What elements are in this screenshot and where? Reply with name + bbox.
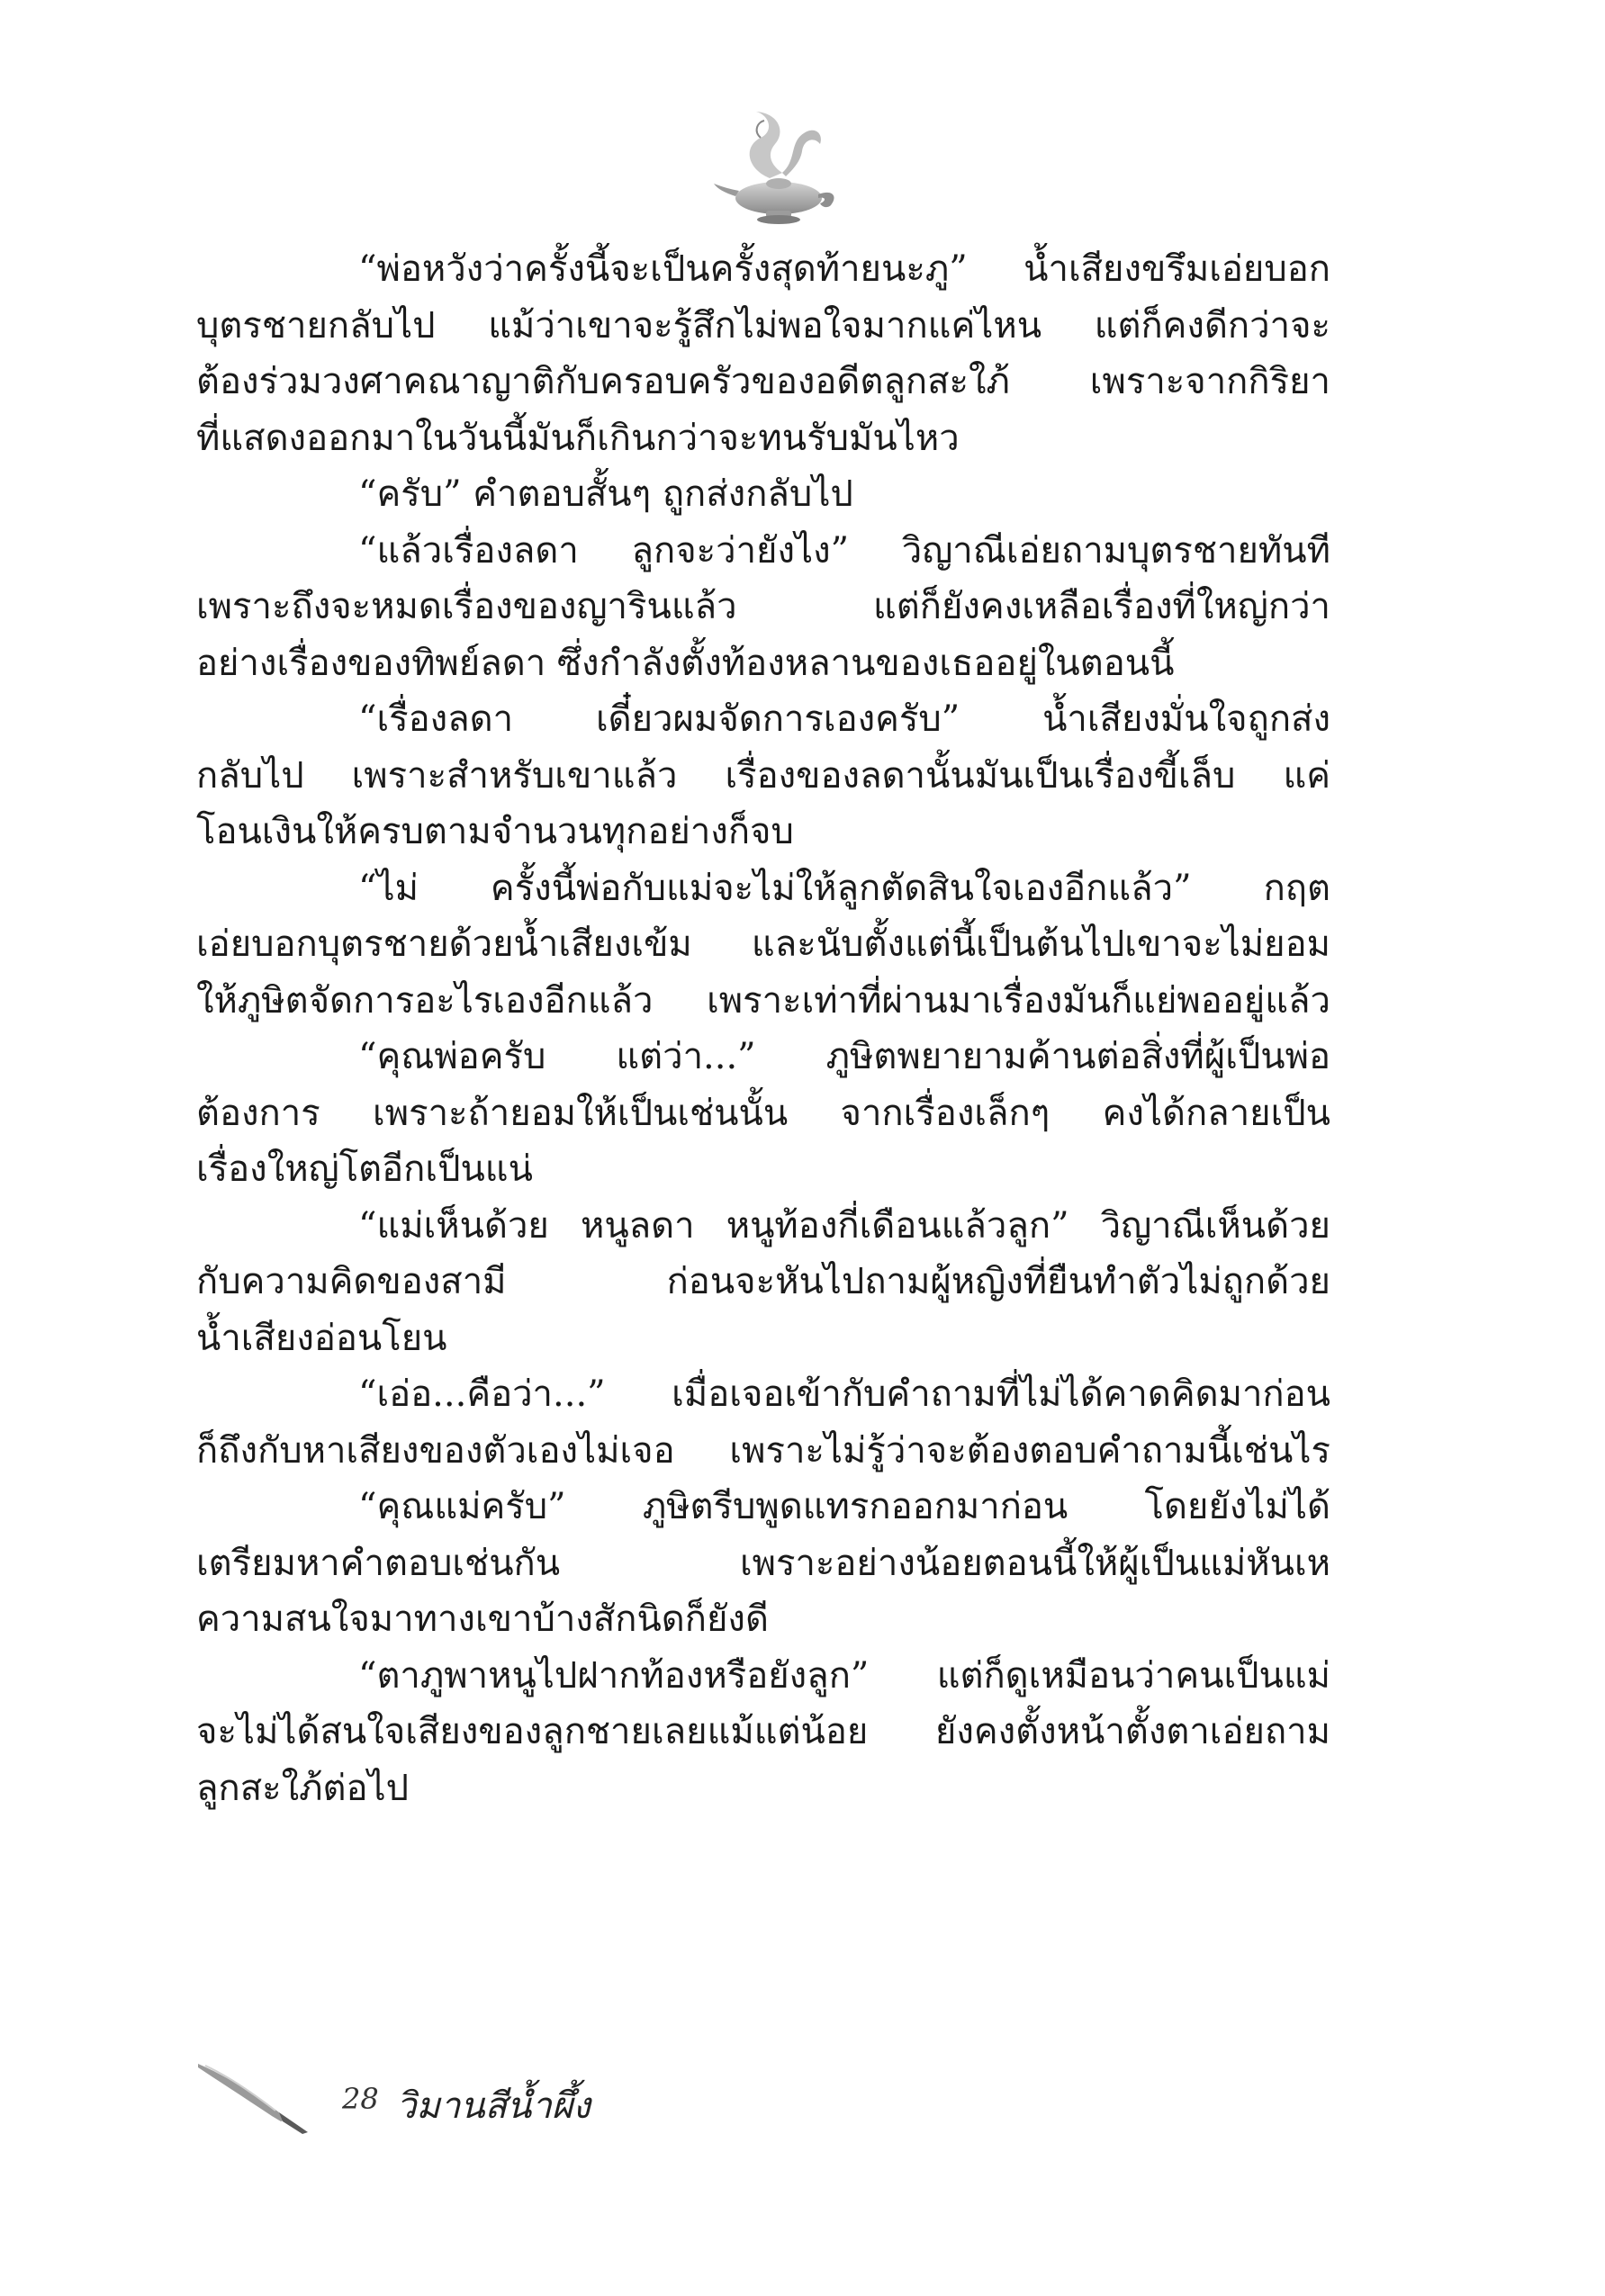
text-line: บุตรชายกลับไป แม้ว่าเขาจะรู้สึกไม่พอใจมากแค่ไหน แต่ก็คงดีกว่าจะ [196,304,1330,347]
page-number: 28 [342,2082,379,2116]
text-line: “พ่อหวังว่าครั้งนี้จะเป็นครั้งสุดท้ายนะภู” น้ำเสียงขรึมเอ่ยบอก [358,248,1330,290]
text-line: ลูกสะใภ้ต่อไป [196,1767,410,1809]
text-line: “แม่เห็นด้วย หนูลดา หนูท้องกี่เดือนแล้วลูก” วิญาณีเห็นด้วย [358,1204,1330,1247]
fountain-pen-icon [196,2057,313,2138]
text-line: กลับไป เพราะสำหรับเขาแล้ว เรื่องของลดานั้นมันเป็นเรื่องขี้เล็บ แค่ [196,754,1330,797]
text-line: “คุณแม่ครับ” ภูษิตรีบพูดแทรกออกมาก่อน โดยยังไม่ได้ [358,1486,1330,1527]
text-line: กับความคิดของสามี ก่อนจะหันไปถามผู้หญิงที่ยืนทำตัวไม่ถูกด้วย [196,1261,1330,1302]
text-line: “คุณพ่อครับ แต่ว่า...” ภูษิตพยายามค้านต่อสิ่งที่ผู้เป็นพ่อ [358,1036,1330,1077]
text-line: น้ำเสียงอ่อนโยน [196,1317,447,1359]
book-title: วิมานสีน้ำผึ้ง [396,2086,591,2126]
page-footer [196,2057,826,2147]
text-line: จะไม่ได้สนใจเสียงของลูกชายเลยแม้แต่น้อย ยังคงตั้งหน้าตั้งตาเอ่ยถาม [196,1711,1330,1752]
text-line: ความสนใจมาทางเขาบ้างสักนิดก็ยังดี [196,1598,769,1640]
text-line: ให้ภูษิตจัดการอะไรเองอีกแล้ว เพราะเท่าที่ผ่านมาเรื่องมันก็แย่พออยู่แล้ว [196,979,1330,1022]
text-line: เตรียมหาคำตอบเช่นกัน เพราะอย่างน้อยตอนนี้ให้ผู้เป็นแม่หันเห [196,1542,1330,1584]
text-line: “ตาภูพาหนูไปฝากท้องหรือยังลูก” แต่ก็ดูเหมือนว่าคนเป็นแม่ [358,1654,1330,1697]
text-line: “เอ่อ...คือว่า...” เมื่อเจอเข้ากับคำถามที่ไม่ได้คาดคิดมาก่อน [358,1373,1330,1415]
text-line: เอ่ยบอกบุตรชายด้วยน้ำเสียงเข้ม และนับตั้งแต่นี้เป็นต้นไปเขาจะไม่ยอม [196,923,1330,965]
text-line: “แล้วเรื่องลดา ลูกจะว่ายังไง” วิญาณีเอ่ยถามบุตรชายทันที [358,529,1330,572]
text-line: อย่างเรื่องของทิพย์ลดา ซึ่งกำลังตั้งท้องหลานของเธออยู่ในตอนนี้ [196,642,1175,684]
body-text [196,241,1330,1816]
text-line: “เรื่องลดา เดี๋ยวผมจัดการเองครับ” น้ำเสียงมั่นใจถูกส่ง [358,698,1330,740]
text-line: ต้องร่วมวงศาคณาญาติกับครอบครัวของอดีตลูกสะใภ้ เพราะจากกิริยา [196,361,1330,402]
text-line: เรื่องใหญ่โตอีกเป็นแน่ [196,1148,533,1190]
text-line: “ไม่ ครั้งนี้พ่อกับแม่จะไม่ให้ลูกตัดสินใจเองอีกแล้ว” กฤต [358,867,1330,909]
text-line: โอนเงินให้ครบตามจำนวนทุกอย่างก็จบ [196,811,794,852]
text-line: ต้องการ เพราะถ้ายอมให้เป็นเช่นนั้น จากเรื่องเล็กๆ คงได้กลายเป็น [196,1092,1330,1134]
text-line: “ครับ” คำตอบสั้นๆ ถูกส่งกลับไป [358,473,853,515]
genie-lamp-icon [707,106,842,232]
text-line: ที่แสดงออกมาในวันนี้มันก็เกินกว่าจะทนรับมันไหว [196,417,960,459]
text-line: ก็ถึงกับหาเสียงของตัวเองไม่เจอ เพราะไม่รู้ว่าจะต้องตอบคำถามนี้เช่นไร [196,1429,1330,1472]
text-line: เพราะถึงจะหมดเรื่องของญารินแล้ว แต่ก็ยังคงเหลือเรื่องที่ใหญ่กว่า [196,586,1330,627]
